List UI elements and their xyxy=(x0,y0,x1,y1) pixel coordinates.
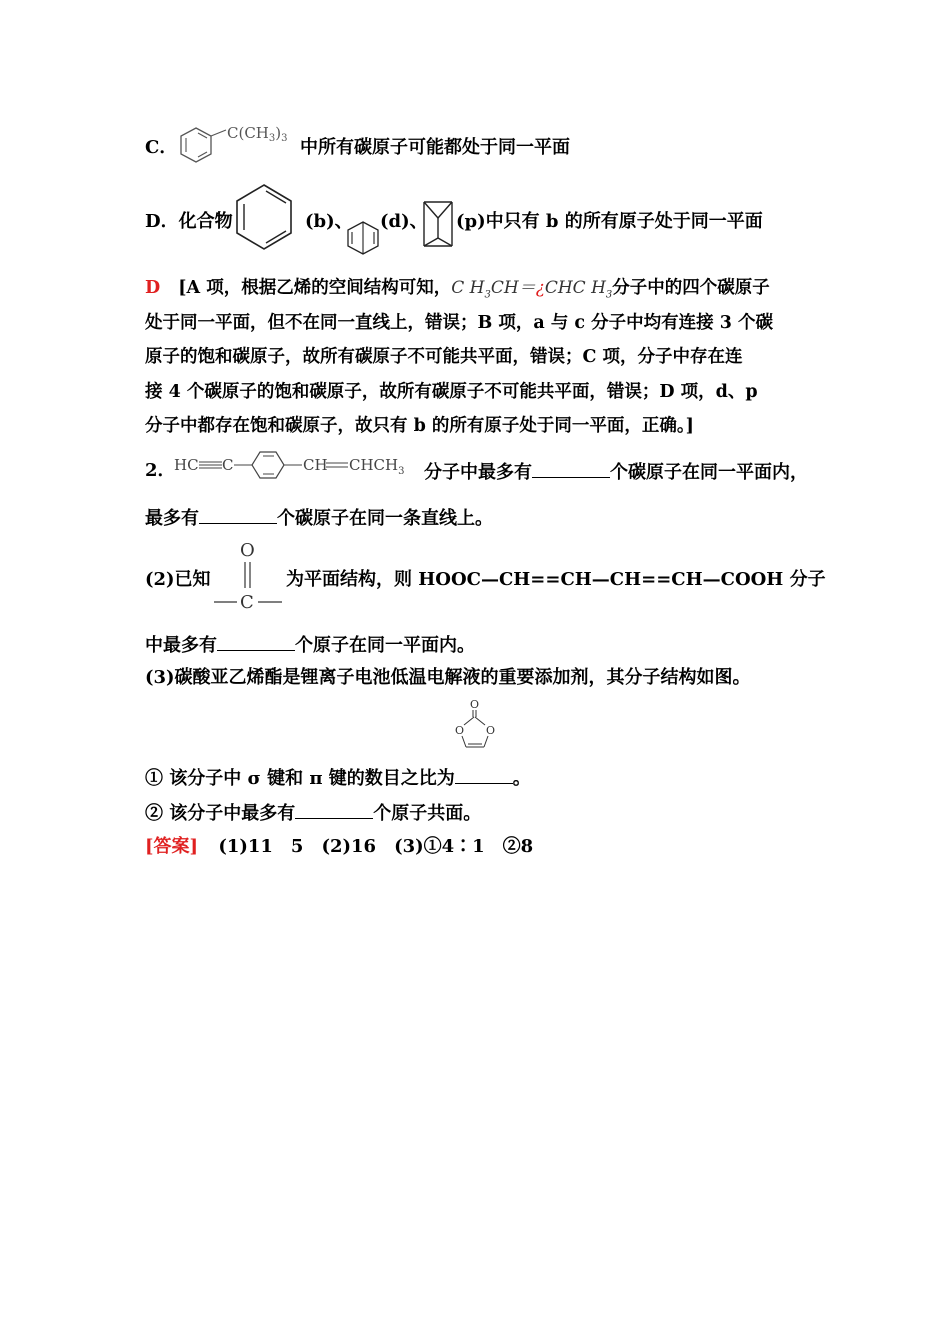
q2-2-line-2: 中最多有 个原子在同一平面内。 xyxy=(145,632,475,658)
explanation-line-2: 处于同一平面，但不在同一直线上，错误；B 项，a 与 c 分子中均有连接 3 个碳 xyxy=(145,313,774,333)
item-d-d-label: (d)、 xyxy=(380,211,428,232)
formula: C $H_3CH=¿CHC$ $H_3$ xyxy=(451,278,613,301)
answer-blank[interactable] xyxy=(532,459,610,478)
svg-text:O: O xyxy=(455,724,465,737)
svg-text:O: O xyxy=(240,540,255,561)
q2-3-text: (3)碳酸亚乙烯酯是锂离子电池低温电解液的重要添加剂，其分子结构如图。 xyxy=(145,667,751,688)
explanation-line-3: 原子的饱和碳原子，故所有碳原子不可能共平面，错误；C 项，分子中存在连 xyxy=(145,347,743,367)
answer-blank[interactable] xyxy=(295,800,373,819)
answer-blank[interactable] xyxy=(199,505,277,524)
svg-text:O: O xyxy=(486,724,496,737)
q2-2-text: 为平面结构，则 HOOC—CH==CH—CH==CH—COOH 分子 xyxy=(286,569,826,590)
answer-letter: D xyxy=(145,278,161,298)
answer-blank[interactable] xyxy=(217,632,295,651)
explanation-line-5: 分子中都存在饱和碳原子，故只有 b 的所有原子处于同一平面，正确。] xyxy=(145,416,694,436)
q2-line-2: 最多有 个碳原子在同一条直线上。 xyxy=(145,505,493,531)
q2-number: 2． xyxy=(145,460,176,481)
item-d-b-label: (b)、 xyxy=(305,211,353,232)
q2-2-label: (2)已知 xyxy=(145,569,211,590)
item-c-text: 中所有碳原子可能都处于同一平面 xyxy=(300,137,570,158)
item-d-p-text: (p)中只有 b 的所有原子处于同一平面 xyxy=(456,211,763,232)
sub-question-1: ① 该分子中 σ 键和 π 键的数目之比为 。 xyxy=(145,765,531,791)
vinylene-carbonate-structure xyxy=(452,697,498,751)
q2-line-1: 分子中最多有 个碳原子在同一平面内， xyxy=(424,459,808,485)
svg-text:C: C xyxy=(222,456,234,474)
answer-text: (1)11 5 (2)16 (3)①4∶1 ②8 xyxy=(218,836,534,857)
svg-text:HC: HC xyxy=(174,456,199,474)
compound-p-structure xyxy=(421,196,457,254)
answer-label: [答案] xyxy=(145,836,199,857)
tert-butylbenzene-structure xyxy=(176,124,302,164)
compound-d-structure xyxy=(347,220,381,256)
svg-text:CHCH3: $CHCH_3$ xyxy=(349,456,405,477)
svg-text:C: C xyxy=(240,592,254,613)
answer-blank[interactable] xyxy=(455,765,513,784)
substituent-text: C(CH xyxy=(227,124,269,142)
svg-text:CH: CH xyxy=(303,456,328,474)
answer-line xyxy=(145,835,533,859)
item-d-prefix: D．化合物 xyxy=(145,211,233,232)
carbonyl-structure xyxy=(212,536,286,614)
q2-structure xyxy=(174,448,422,482)
svg-text:O: O xyxy=(470,698,480,711)
explanation-line-4: 接 4 个碳原子的饱和碳原子，故所有碳原子不可能共平面，错误；D 项，d、p xyxy=(145,382,758,402)
explanation-line-1: D [A 项，根据乙烯的空间结构可知，C $H_3CH=¿CHC$ $H_3$分子中的四个碳原子 xyxy=(145,278,770,301)
sub-question-2: ② 该分子中最多有 个原子共面。 xyxy=(145,800,481,826)
svg-text:C(CH3)3: $C(CH_3)_3$ xyxy=(227,124,288,144)
compound-b-structure xyxy=(236,182,296,254)
item-c-label: C． xyxy=(145,137,178,158)
